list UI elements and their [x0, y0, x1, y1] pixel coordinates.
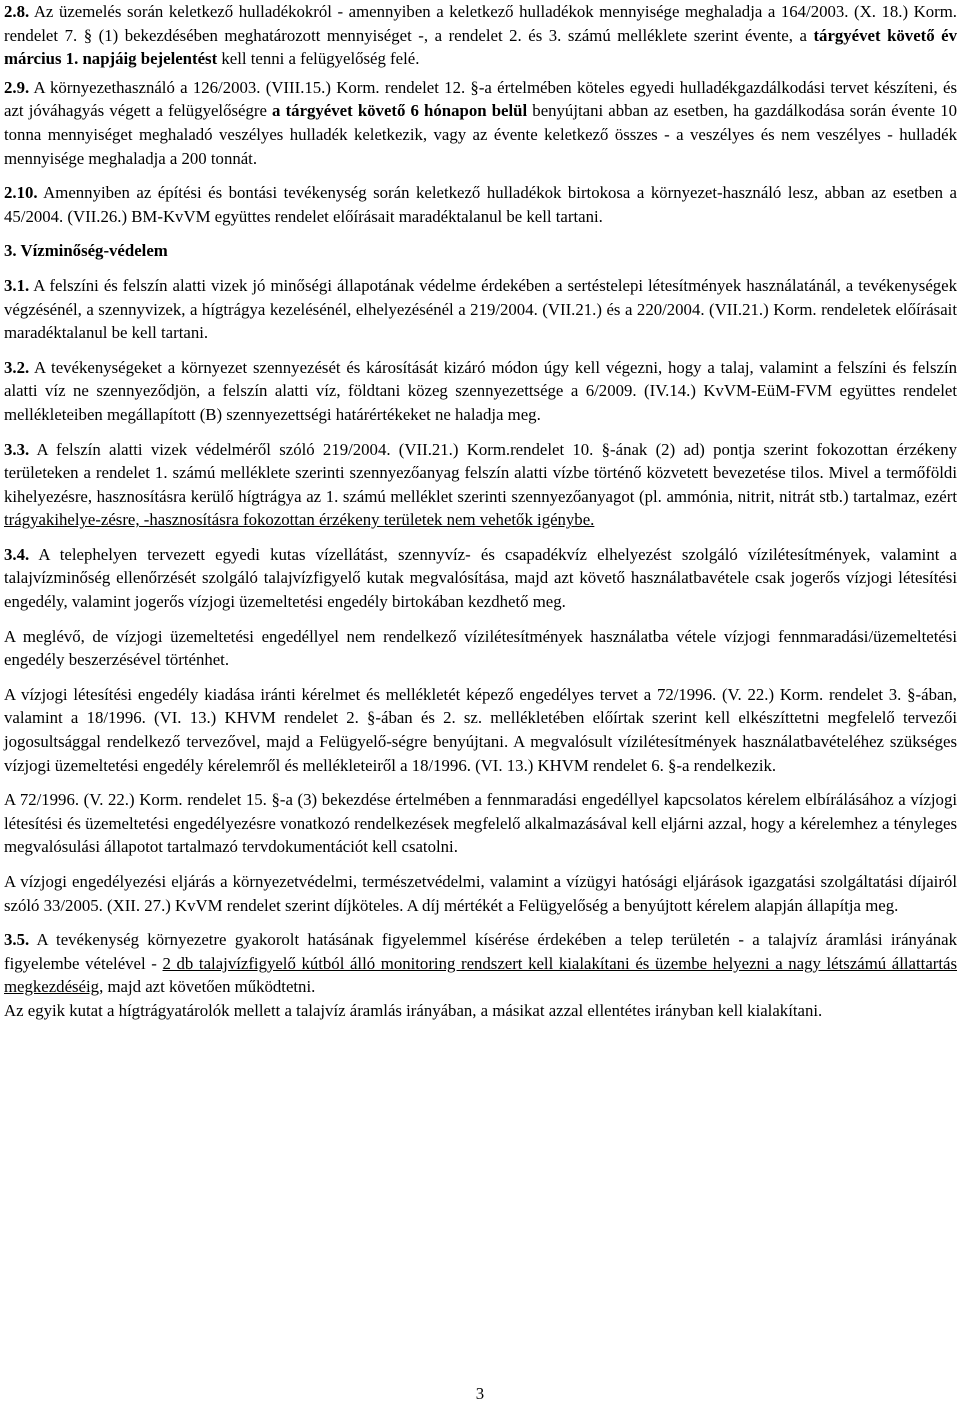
paragraph-2-8: [4, 0, 957, 71]
underlined-text: trágyakihelye-zésre, -hasznosításra fokozottan érzékeny területek nem vehetők igénybe.: [4, 510, 595, 530]
paragraph-text: A felszín alatti vizek védelméről szóló 219/2004. (VII.21.) Korm.rendelet 10. §-ának (2) ad) pontja szerint fokozottan érzékeny területeken a rendelet 1. számú melléklete szerinti szennyezőanyag felszín alatti vízbe történő közvetett bevezetése tilos. Mivel a termőföldi kihelyezésre, hasznosításra kerülő hígtrágya az 1. számú melléklet szerinti szennyezőanyagot (pl. ammónia, nitrit, nitrát stb.) tartalmaz, ezért: [4, 439, 957, 506]
section-number: 3.4.: [4, 544, 30, 564]
paragraph-text: A telephelyen tervezett egyedi kutas vízellátást, szennyvíz- és csapadékvíz elhelyezést szolgáló vízilétesítmények, valamint a talajvízminőség ellenőrzését szolgáló talajvízfigyelő kutak megvalósítása, majd azt követő használatbavétele csak jogerős vízjogi létesítési engedély, valamint jogerős vízjogi üzemeltetési engedély birtokában kezdhető meg.: [4, 544, 957, 612]
paragraph-3-2: [4, 356, 957, 427]
paragraph-3-5: [4, 928, 957, 999]
section-number: 3.5.: [4, 930, 30, 950]
paragraph-fees: A vízjogi engedélyezési eljárás a környezetvédelmi, természetvédelmi, valamint a vízügyi hatósági eljárások igazgatási szolgáltatási díjairól szóló 33/2005. (XII. 27.) KvVM rendelet szerint díjköteles. A díj mértékét a Felügyelőség a benyújtott kérelem alapján állapítja meg.: [4, 872, 957, 915]
paragraph-operating-permit: A meglévő, de vízjogi üzemeltetési engedéllyel nem rendelkező vízilétesítmények használatba vétele vízjogi fennmaradási/üzemeltetési engedély beszerzésével történhet.: [4, 626, 957, 670]
paragraph-text: Amennyiben az építési és bontási tevékenység során keletkező hulladékok birtokosa a környezet-használó lesz, abban az esetben a 45/2004. (VII.26.) BM-KvVM együttes rendelet előírásait maradéktalanul be kell tartani.: [4, 183, 957, 226]
paragraph-3-1: [4, 274, 957, 345]
underlined-text: 2 db talajvízfigyelő kútból álló monitoring rendszert kell kialakítani és üzembe helyezni a nagy létszámú állattartás megkezdéséig: [4, 953, 958, 997]
paragraph-construction-permit: A vízjogi létesítési engedély kiadása iránti kérelmet és mellékletét képező engedélyes tervet a 72/1996. (V. 22.) Korm. rendelet 3. §-ában, valamint a 18/1996. (VI. 13.) KHVM rendelet 2. §-ában és 2. sz. mellékletében előírtak szerint kell elkészíttetni megfelelő tervezői jogosultsággal rendelkező tervezővel, majd a Felügyelő-ségre benyújtani. A megvalósult vízilétesítmények használatbavételéhez szükséges vízjogi üzemeltetési engedély kérelemről és mellékleteiről a 18/1996. (VI. 13.) KHVM rendelet 6. §-a rendelkezik.: [4, 684, 957, 775]
paragraph-text: Az üzemelés során keletkező hulladékokról - amennyiben a keletkező hulladékok mennyisége meghaladja a 164/2003. (X. 18.) Korm. rendelet 7. § (1) bekezdésében meghatározott mennyiséget -, a rendelet 2. és 3. számú melléklete szerint évente, a: [4, 2, 957, 45]
paragraph-maintenance-permit: A 72/1996. (V. 22.) Korm. rendelet 15. §-a (3) bekezdése értelmében a fennmaradási engedéllyel kapcsolatos kérelem elbírálásához a vízjogi létesítési és üzemeltetési engedélyezésre vonatkozó rendelkezések megfelelő alkalmazásával kell eljárni azzal, hogy a kérelemhez a tényleges megvalósulási állapotot tartalmazó tervdokumentációt kell csatolni.: [4, 790, 957, 857]
paragraph-2-10: [4, 181, 957, 228]
paragraph-3-4: [4, 543, 957, 614]
section-number: 2.10.: [4, 183, 38, 203]
section-number: 2.8.: [4, 2, 30, 21]
section-heading: 3. Vízminőség-védelem: [4, 241, 168, 261]
bold-text: a tárgyévet követő 6 hónapon belül: [272, 101, 528, 121]
paragraph-text: A környezethasználó a 126/2003. (VIII.15.) Korm. rendelet 12. §-a értelmében köteles egyedi hulladékgazdálkodási tervet készíteni, és azt jóváhagyás végett a felügyelőségre: [4, 77, 957, 121]
section-number: 3.2.: [4, 357, 30, 377]
paragraph-text: benyújtani abban az esetben, ha gazdálkodása során évente 10 tonna mennyiséget meghaladó veszélyes hulladék keletkezik, vagy az évente keletkező összes - a veszélyes és nem veszélyes - hulladék mennyisége meghaladja a 200 tonnát.: [4, 101, 957, 168]
section-number: 3.1.: [4, 275, 30, 295]
paragraph-wells: Az egyik kutat a hígtrágyatárolók mellett a talajvíz áramlás irányában, a másikat azzal ellentétes irányban kell kialakítani.: [4, 1000, 823, 1020]
page-number: 3: [475, 1384, 485, 1403]
paragraph-text: A felszíni és felszín alatti vizek jó minőségi állapotának védelme érdekében a sertéstelepi létesítmények használatánál, a tevékenységek végzésénél, a szennyvizek, a hígtrágya kezelésénél, elhelyezésénél a 219/2004. (VII.21.) és a 220/2004. (VII.21.) Korm. rendeletek előírásait maradéktalanul be kell tartani.: [4, 275, 957, 343]
paragraph-text: A tevékenység környezetre gyakorolt hatásának figyelemmel kísérése érdekében a telep területén - a talajvíz áramlási irányának figyelembe vételével -: [4, 930, 957, 973]
paragraph-3-3: [4, 438, 957, 532]
paragraph-2-9: [4, 76, 957, 170]
paragraph-text: kell tenni a felügyelőség felé.: [217, 49, 420, 69]
section-number: 2.9.: [4, 77, 30, 97]
paragraph-text: A tevékenységeket a környezet szennyezését és károsítását kizáró módon úgy kell végezni, hogy a talaj, valamint a felszíni és felszín alatti víz ne szennyeződjön, a felszín alatti víz, földtani közeg szennyezettsége a 6/2009. (IV.14.) KvVM-EüM-FVM együttes rendelet mellékleteiben megállapított (B) szennyezettségi határértékeket ne haladja meg.: [4, 357, 957, 424]
paragraph-text: , majd azt követően működtetni.: [99, 977, 316, 997]
section-number: 3.3.: [4, 439, 30, 459]
bold-text: tárgyévet követő év március 1. napjáig bejelentést: [4, 25, 957, 69]
